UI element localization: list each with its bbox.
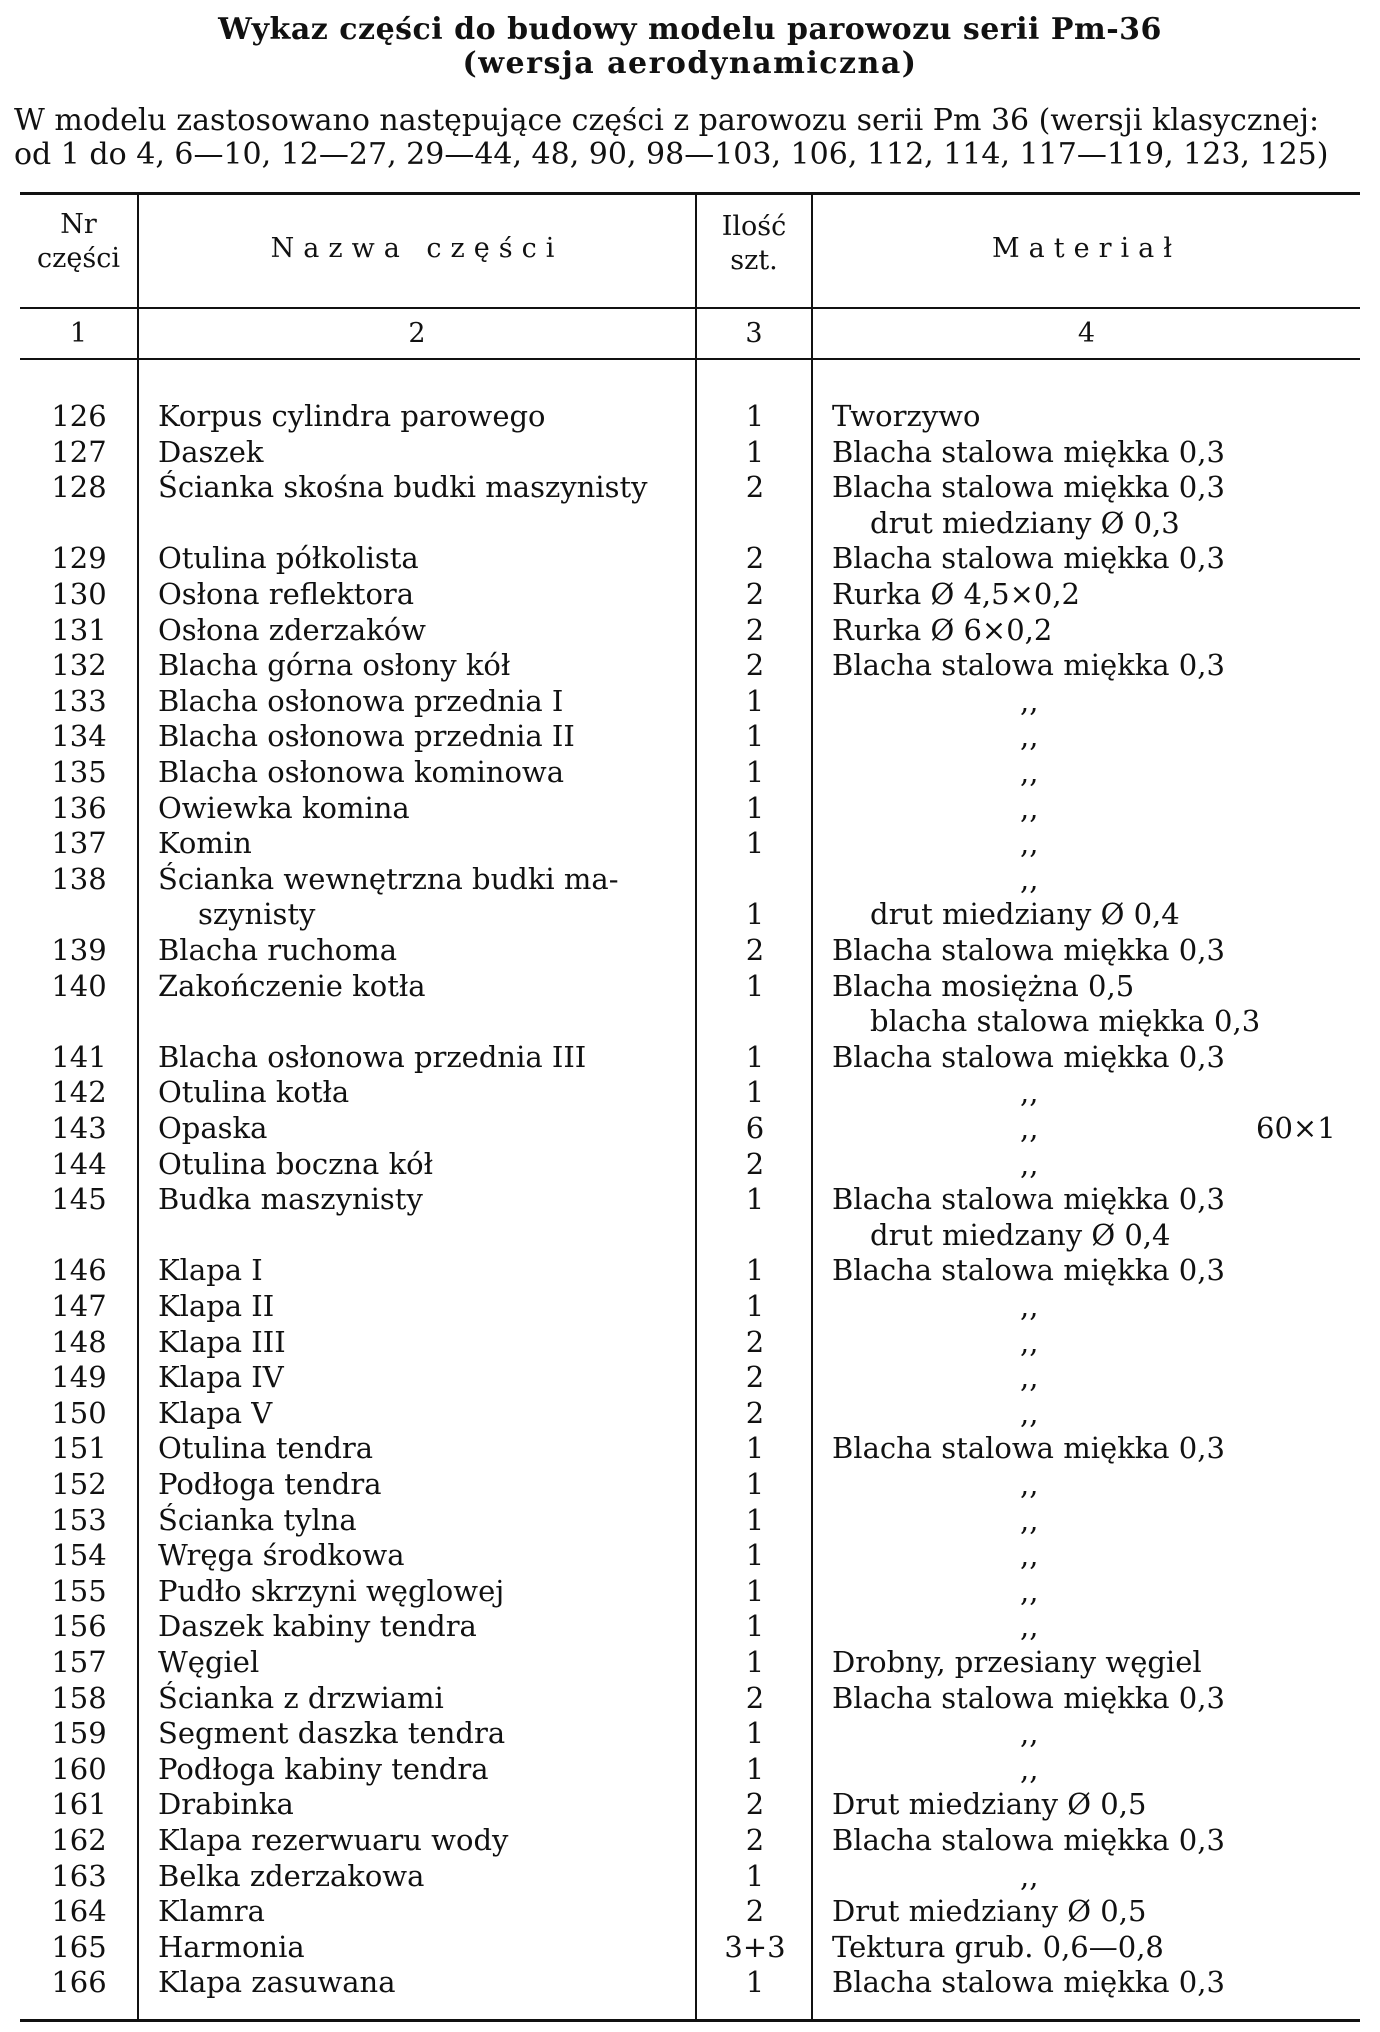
part-material: Drobny, przesiany węgiel bbox=[832, 1645, 1202, 1679]
part-name: Podłoga kabiny tendra bbox=[158, 1751, 489, 1786]
part-name: Podłoga tendra bbox=[158, 1467, 382, 1501]
intro-text-line-1: W modelu zastosowano następujące części z parowozu serii Pm 36 (wersji klasycznej: bbox=[14, 103, 1320, 138]
part-quantity: 1 bbox=[745, 1538, 765, 1573]
part-number: 156 bbox=[51, 1609, 107, 1644]
part-material: ,, bbox=[1020, 790, 1039, 825]
part-name: Daszek kabiny tendra bbox=[158, 1609, 477, 1644]
part-name: Klapa IV bbox=[158, 1360, 284, 1395]
part-number: 153 bbox=[51, 1502, 107, 1537]
table-row bbox=[0, 718, 1380, 754]
table-row bbox=[0, 1039, 1380, 1075]
header-nr-line-1: Nr bbox=[60, 209, 97, 240]
table-row bbox=[0, 1573, 1380, 1609]
part-quantity: 1 bbox=[745, 1645, 765, 1679]
part-material: ,, bbox=[1020, 1609, 1039, 1644]
part-number: 139 bbox=[51, 933, 107, 967]
part-number: 129 bbox=[51, 541, 107, 576]
part-number: 152 bbox=[51, 1467, 107, 1501]
part-quantity: 2 bbox=[745, 1324, 765, 1359]
part-quantity: 1 bbox=[745, 755, 765, 789]
table-row bbox=[0, 1502, 1380, 1538]
part-number: 160 bbox=[51, 1751, 107, 1786]
part-name: Klamra bbox=[158, 1894, 265, 1929]
part-material: Blacha stalowa miękka 0,3 bbox=[832, 1253, 1225, 1288]
part-material: ,, bbox=[1020, 1538, 1039, 1573]
part-material: ,, bbox=[1020, 861, 1039, 896]
part-quantity: 2 bbox=[745, 1823, 765, 1857]
table-top-rule bbox=[20, 192, 1360, 195]
part-number: 148 bbox=[51, 1324, 107, 1359]
part-material: ,, bbox=[1020, 1146, 1039, 1181]
part-quantity: 2 bbox=[745, 1146, 765, 1181]
column-number-2: 2 bbox=[408, 318, 426, 349]
part-material: Blacha stalowa miękka 0,3 bbox=[832, 541, 1225, 576]
part-quantity: 1 bbox=[745, 434, 765, 469]
column-number-4: 4 bbox=[1077, 318, 1096, 349]
table-row bbox=[0, 932, 1380, 968]
table-row bbox=[0, 576, 1380, 612]
table-row bbox=[0, 1858, 1380, 1894]
table-row bbox=[0, 1608, 1380, 1644]
part-name: Osłona zderzaków bbox=[158, 612, 426, 647]
part-material: Blacha stalowa miękka 0,3 bbox=[832, 1039, 1225, 1074]
table-row bbox=[0, 754, 1380, 790]
part-quantity: 1 bbox=[745, 1609, 765, 1644]
part-name: Klapa I bbox=[158, 1253, 263, 1288]
part-quantity: 3+3 bbox=[724, 1929, 786, 1964]
part-material: drut miedzany Ø 0,4 bbox=[870, 1217, 1171, 1252]
part-quantity: 1 bbox=[745, 897, 765, 932]
table-row bbox=[0, 896, 1380, 932]
table-row bbox=[0, 1252, 1380, 1288]
part-name: szynisty bbox=[198, 897, 316, 932]
table-row bbox=[0, 1893, 1380, 1929]
part-material: Blacha stalowa miękka 0,3 bbox=[832, 470, 1225, 505]
part-quantity: 1 bbox=[745, 826, 765, 861]
part-material: ,, bbox=[1020, 1573, 1039, 1608]
part-name: Belka zderzakowa bbox=[158, 1858, 425, 1893]
part-number: 154 bbox=[51, 1538, 107, 1573]
part-name: Zakończenie kotła bbox=[158, 968, 426, 1003]
part-quantity: 1 bbox=[745, 1858, 765, 1893]
part-number: 147 bbox=[51, 1289, 107, 1323]
part-name: Klapa zasuwana bbox=[158, 1965, 396, 2000]
part-name: Blacha ruchoma bbox=[158, 933, 398, 967]
part-quantity: 2 bbox=[745, 933, 765, 967]
part-quantity: 1 bbox=[745, 1289, 765, 1323]
table-row bbox=[0, 1964, 1380, 2000]
part-number: 162 bbox=[51, 1823, 107, 1857]
part-material: ,, bbox=[1020, 1467, 1039, 1501]
part-material: ,, bbox=[1020, 1395, 1039, 1430]
part-quantity: 1 bbox=[745, 1716, 765, 1751]
part-quantity: 1 bbox=[745, 1253, 765, 1288]
part-number: 151 bbox=[51, 1431, 107, 1466]
part-material: Blacha stalowa miękka 0,3 bbox=[832, 434, 1225, 469]
part-number: 166 bbox=[51, 1965, 107, 2000]
part-name: Wręga środkowa bbox=[158, 1538, 405, 1573]
part-number: 133 bbox=[51, 683, 107, 718]
column-number-3: 3 bbox=[745, 318, 763, 349]
part-number: 150 bbox=[51, 1395, 107, 1430]
table-row bbox=[0, 683, 1380, 719]
part-name: Ścianka wewnętrzna budki ma- bbox=[158, 861, 619, 896]
part-number: 155 bbox=[51, 1573, 107, 1608]
table-row bbox=[0, 469, 1380, 505]
table-row bbox=[0, 505, 1380, 541]
part-number: 145 bbox=[51, 1182, 107, 1217]
part-material: Blacha stalowa miękka 0,3 bbox=[832, 1182, 1225, 1217]
table-row bbox=[0, 1715, 1380, 1751]
part-name: Pudło skrzyni węglowej bbox=[158, 1573, 505, 1608]
part-name: Otulina kotła bbox=[158, 1075, 350, 1110]
part-quantity: 2 bbox=[745, 1360, 765, 1395]
table-row bbox=[0, 1822, 1380, 1858]
part-material: Rurka Ø 6×0,2 bbox=[832, 612, 1053, 647]
part-name: Otulina boczna kół bbox=[158, 1146, 434, 1181]
part-name: Klapa III bbox=[158, 1324, 286, 1359]
part-number: 161 bbox=[51, 1787, 107, 1822]
part-quantity: 1 bbox=[745, 683, 765, 718]
part-material: Rurka Ø 4,5×0,2 bbox=[832, 577, 1080, 611]
part-name: Drabinka bbox=[158, 1787, 294, 1822]
part-quantity: 2 bbox=[745, 1395, 765, 1430]
part-number: 136 bbox=[51, 790, 107, 825]
table-row bbox=[0, 968, 1380, 1004]
table-row bbox=[0, 1074, 1380, 1110]
part-material: Drut miedziany Ø 0,5 bbox=[832, 1787, 1147, 1822]
part-material: Drut miedziany Ø 0,5 bbox=[832, 1894, 1147, 1929]
part-quantity: 1 bbox=[745, 719, 765, 754]
part-name: Blacha górna osłony kół bbox=[158, 648, 511, 683]
table-row bbox=[0, 1751, 1380, 1787]
part-number: 149 bbox=[51, 1360, 107, 1395]
part-quantity: 2 bbox=[745, 470, 765, 505]
part-number: 157 bbox=[51, 1645, 107, 1679]
part-name: Węgiel bbox=[158, 1645, 260, 1679]
part-quantity: 1 bbox=[745, 1075, 765, 1110]
table-row bbox=[0, 1430, 1380, 1466]
table-row bbox=[0, 1288, 1380, 1324]
part-material: drut miedziany Ø 0,3 bbox=[870, 505, 1180, 540]
part-number: 138 bbox=[51, 861, 107, 896]
part-number: 135 bbox=[51, 755, 107, 789]
part-quantity: 1 bbox=[745, 1751, 765, 1786]
part-name: Daszek bbox=[158, 434, 264, 469]
part-quantity: 2 bbox=[745, 1787, 765, 1822]
part-number: 126 bbox=[51, 399, 107, 433]
table-row bbox=[0, 1395, 1380, 1431]
part-number: 143 bbox=[51, 1111, 107, 1145]
table-row bbox=[0, 825, 1380, 861]
table-bottom-rule bbox=[20, 2019, 1360, 2022]
part-number: 164 bbox=[51, 1894, 107, 1929]
part-name: Klapa II bbox=[158, 1289, 275, 1323]
part-material: ,, bbox=[1020, 1289, 1039, 1323]
header-nr-line-2: części bbox=[37, 243, 120, 274]
header-bottom-rule bbox=[20, 307, 1360, 309]
part-name: Blacha osłonowa przednia I bbox=[158, 683, 564, 718]
part-quantity: 1 bbox=[745, 1467, 765, 1501]
header-qty bbox=[697, 210, 811, 278]
part-number: 130 bbox=[51, 577, 107, 611]
table-row bbox=[0, 1537, 1380, 1573]
part-quantity: 1 bbox=[745, 1431, 765, 1466]
part-name: Blacha osłonowa przednia III bbox=[158, 1039, 587, 1074]
part-material: ,, bbox=[1020, 1716, 1039, 1751]
part-number: 163 bbox=[51, 1858, 107, 1893]
part-name: Opaska bbox=[158, 1111, 268, 1145]
part-name: Harmonia bbox=[158, 1929, 305, 1964]
part-material: ,, bbox=[1020, 826, 1039, 861]
part-number: 128 bbox=[51, 470, 107, 505]
part-material: ,, bbox=[1020, 1360, 1039, 1395]
part-name: Otulina półkolista bbox=[158, 541, 419, 576]
part-number: 131 bbox=[51, 612, 107, 647]
table-row bbox=[0, 1359, 1380, 1395]
part-quantity: 2 bbox=[745, 648, 765, 683]
part-quantity: 2 bbox=[745, 541, 765, 576]
part-name: Ścianka tylna bbox=[158, 1502, 357, 1537]
part-number: 137 bbox=[51, 826, 107, 861]
part-material: ,, bbox=[1020, 755, 1039, 789]
table-row bbox=[0, 790, 1380, 826]
part-quantity: 1 bbox=[745, 1502, 765, 1537]
column-number-rule bbox=[20, 358, 1360, 360]
part-quantity: 1 bbox=[745, 1965, 765, 2000]
table-row bbox=[0, 398, 1380, 434]
part-name: Owiewka komina bbox=[158, 790, 410, 825]
part-quantity: 1 bbox=[745, 790, 765, 825]
table-row bbox=[0, 1110, 1380, 1146]
column-number-1: 1 bbox=[69, 318, 88, 349]
table-row bbox=[0, 434, 1380, 470]
part-name: Segment daszka tendra bbox=[158, 1716, 506, 1751]
intro-text-line-2: od 1 do 4, 6—10, 12—27, 29—44, 48, 90, 98—103, 106, 112, 114, 117—119, 123, 125) bbox=[14, 137, 1329, 172]
part-material: ,, bbox=[1020, 719, 1039, 754]
part-name: Blacha osłonowa przednia II bbox=[158, 719, 575, 754]
part-number: 159 bbox=[51, 1716, 107, 1751]
table-row bbox=[0, 1929, 1380, 1965]
part-material: ,, bbox=[1020, 1858, 1039, 1893]
part-quantity: 1 bbox=[745, 1182, 765, 1217]
table-row bbox=[0, 540, 1380, 576]
table-row bbox=[0, 1644, 1380, 1680]
header-qty-line-1: Ilość bbox=[721, 211, 787, 242]
part-name: Komin bbox=[158, 826, 252, 861]
header-material: Materiał bbox=[992, 233, 1181, 264]
part-number: 146 bbox=[51, 1253, 107, 1288]
table-row bbox=[0, 612, 1380, 648]
table-row bbox=[0, 1466, 1380, 1502]
part-name: Klapa rezerwuaru wody bbox=[158, 1823, 509, 1857]
part-material: ,, bbox=[1020, 1075, 1039, 1110]
part-number: 165 bbox=[51, 1929, 107, 1964]
part-number: 134 bbox=[51, 719, 107, 754]
part-material: Blacha stalowa miękka 0,3 bbox=[832, 648, 1225, 683]
document-title: Wykaz części do budowy modelu parowozu serii Pm-36 bbox=[218, 12, 1162, 47]
part-name: Budka maszynisty bbox=[158, 1182, 423, 1217]
part-quantity: 2 bbox=[745, 1680, 765, 1715]
part-quantity: 2 bbox=[745, 612, 765, 647]
part-name: Blacha osłonowa kominowa bbox=[158, 755, 565, 789]
part-number: 158 bbox=[51, 1680, 107, 1715]
part-dimension-note: 60×1 bbox=[1256, 1111, 1336, 1145]
table-row bbox=[0, 1146, 1380, 1182]
part-material: Blacha stalowa miękka 0,3 bbox=[832, 1823, 1225, 1857]
table-row bbox=[0, 1680, 1380, 1716]
table-row bbox=[0, 1217, 1380, 1253]
table-row bbox=[0, 861, 1380, 897]
part-name: Otulina tendra bbox=[158, 1431, 374, 1466]
part-name: Klapa V bbox=[158, 1395, 273, 1430]
part-number: 127 bbox=[51, 434, 107, 469]
part-name: Osłona reflektora bbox=[158, 577, 415, 611]
part-quantity: 1 bbox=[745, 399, 765, 433]
table-row bbox=[0, 1324, 1380, 1360]
part-number: 141 bbox=[51, 1039, 107, 1074]
part-material: ,, bbox=[1020, 683, 1039, 718]
table-row bbox=[0, 1003, 1380, 1039]
table-row bbox=[0, 647, 1380, 683]
part-number: 140 bbox=[51, 968, 107, 1003]
part-quantity: 1 bbox=[745, 1039, 765, 1074]
part-number: 132 bbox=[51, 648, 107, 683]
part-quantity: 2 bbox=[745, 577, 765, 611]
part-material: Blacha stalowa miękka 0,3 bbox=[832, 933, 1225, 967]
header-qty-line-2: szt. bbox=[730, 245, 778, 276]
part-material: Blacha stalowa miękka 0,3 bbox=[832, 1431, 1225, 1466]
part-material: ,, bbox=[1020, 1324, 1039, 1359]
table-row bbox=[0, 1786, 1380, 1822]
part-quantity: 1 bbox=[745, 1573, 765, 1608]
document-subtitle: (wersja aerodynamiczna) bbox=[462, 46, 918, 81]
part-quantity: 2 bbox=[745, 1894, 765, 1929]
part-number: 142 bbox=[51, 1075, 107, 1110]
part-material: Blacha stalowa miękka 0,3 bbox=[832, 1680, 1225, 1715]
part-material: ,, bbox=[1020, 1751, 1039, 1786]
part-name: Korpus cylindra parowego bbox=[158, 399, 546, 433]
part-material: Tektura grub. 0,6—0,8 bbox=[832, 1929, 1164, 1964]
table-row bbox=[0, 1181, 1380, 1217]
part-number: 144 bbox=[51, 1146, 107, 1181]
header-name: Nazwa części bbox=[270, 233, 564, 264]
part-quantity: 6 bbox=[745, 1111, 765, 1145]
part-material: Tworzywo bbox=[832, 399, 981, 433]
part-name: Ścianka z drzwiami bbox=[158, 1680, 444, 1715]
part-quantity: 1 bbox=[745, 968, 765, 1003]
part-material: ,, bbox=[1020, 1502, 1039, 1537]
part-material: ,, bbox=[1020, 1111, 1039, 1145]
header-nr bbox=[20, 208, 137, 276]
part-material: Blacha stalowa miękka 0,3 bbox=[832, 1965, 1225, 2000]
part-material: Blacha mosiężna 0,5 bbox=[832, 968, 1135, 1003]
part-name: Ścianka skośna budki maszynisty bbox=[158, 470, 648, 505]
part-material: blacha stalowa miękka 0,3 bbox=[870, 1004, 1261, 1039]
part-material: drut miedziany Ø 0,4 bbox=[870, 897, 1180, 932]
